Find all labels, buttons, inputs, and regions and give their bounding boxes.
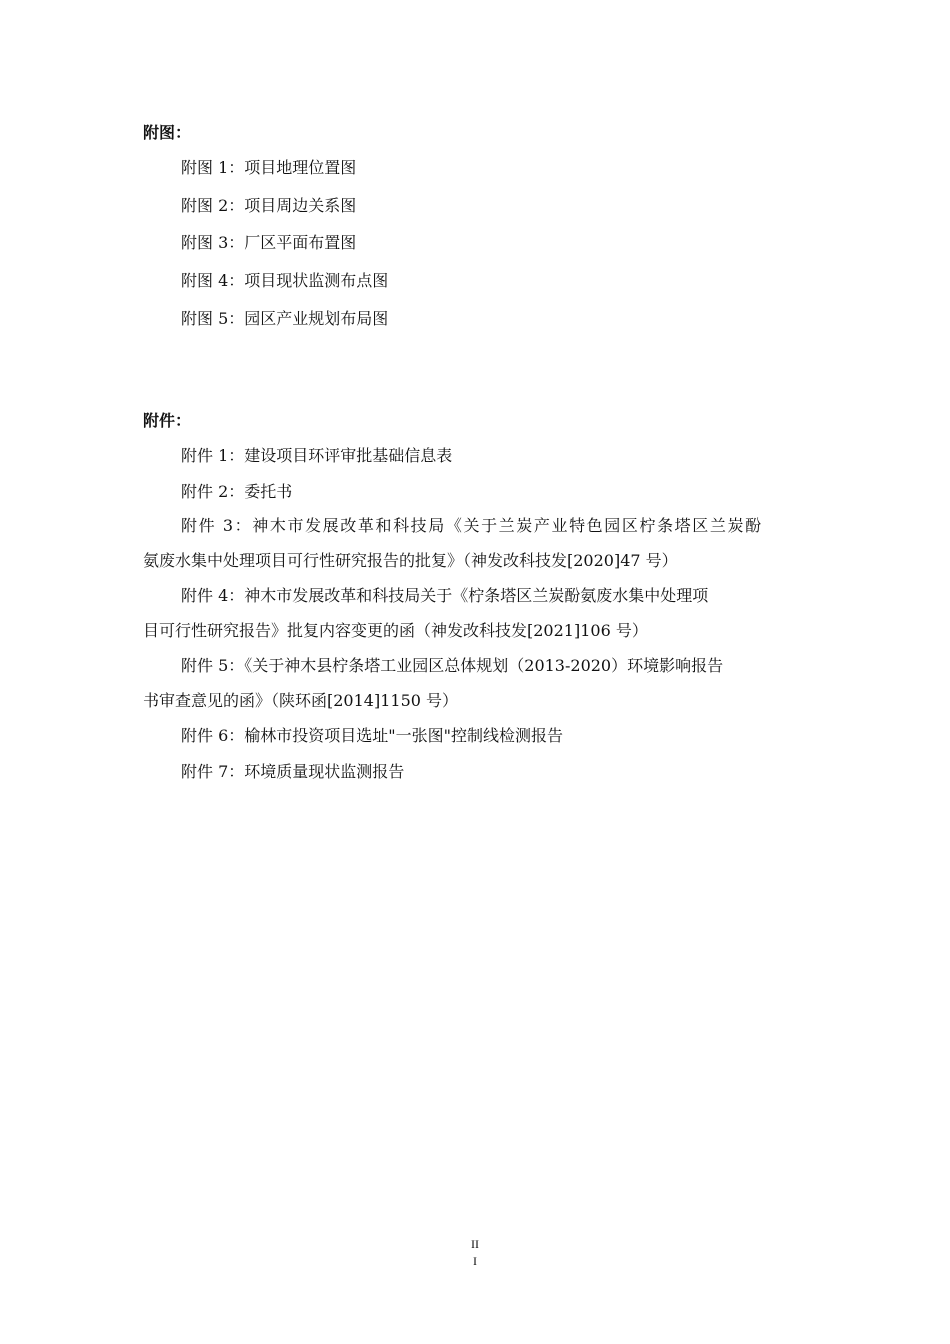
attachment-item-3-line-2: 氨废水集中处理项目可行性研究报告的批复》（神发改科技发[2020]47 号） bbox=[143, 551, 678, 570]
attachment-item-5-line-1: 附件 5：《关于神木县柠条塔工业园区总体规划（2013-2020）环境影响报告 bbox=[181, 656, 724, 675]
attachment-item-3-line-1: 附件 3：神木市发展改革和科技局《关于兰炭产业特色园区柠条塔区兰炭酚 bbox=[181, 516, 763, 535]
figures-heading: 附图： bbox=[143, 123, 192, 142]
attachment-item-4-line-2: 目可行性研究报告》批复内容变更的函（神发改科技发[2021]106 号） bbox=[143, 621, 648, 640]
page-number-line-2: I bbox=[473, 1254, 477, 1268]
page-number-line-1: II bbox=[471, 1237, 479, 1251]
figure-item-5: 附图 5：园区产业规划布局图 bbox=[181, 309, 389, 328]
figure-item-2: 附图 2：项目周边关系图 bbox=[181, 196, 357, 215]
figure-item-1: 附图 1：项目地理位置图 bbox=[181, 158, 357, 177]
attachment-item-1: 附件 1：建设项目环评审批基础信息表 bbox=[181, 446, 453, 465]
attachment-item-6: 附件 6：榆林市投资项目选址"一张图"控制线检测报告 bbox=[181, 726, 563, 745]
figure-item-3: 附图 3：厂区平面布置图 bbox=[181, 233, 357, 252]
figure-item-4: 附图 4：项目现状监测布点图 bbox=[181, 271, 389, 290]
attachment-item-7: 附件 7：环境质量现状监测报告 bbox=[181, 762, 405, 781]
attachment-item-5-line-2: 书审查意见的函》（陕环函[2014]1150 号） bbox=[143, 691, 459, 710]
attachments-heading: 附件： bbox=[143, 411, 192, 430]
attachment-item-2: 附件 2：委托书 bbox=[181, 482, 293, 501]
attachment-item-4-line-1: 附件 4：神木市发展改革和科技局关于《柠条塔区兰炭酚氨废水集中处理项 bbox=[181, 586, 709, 605]
